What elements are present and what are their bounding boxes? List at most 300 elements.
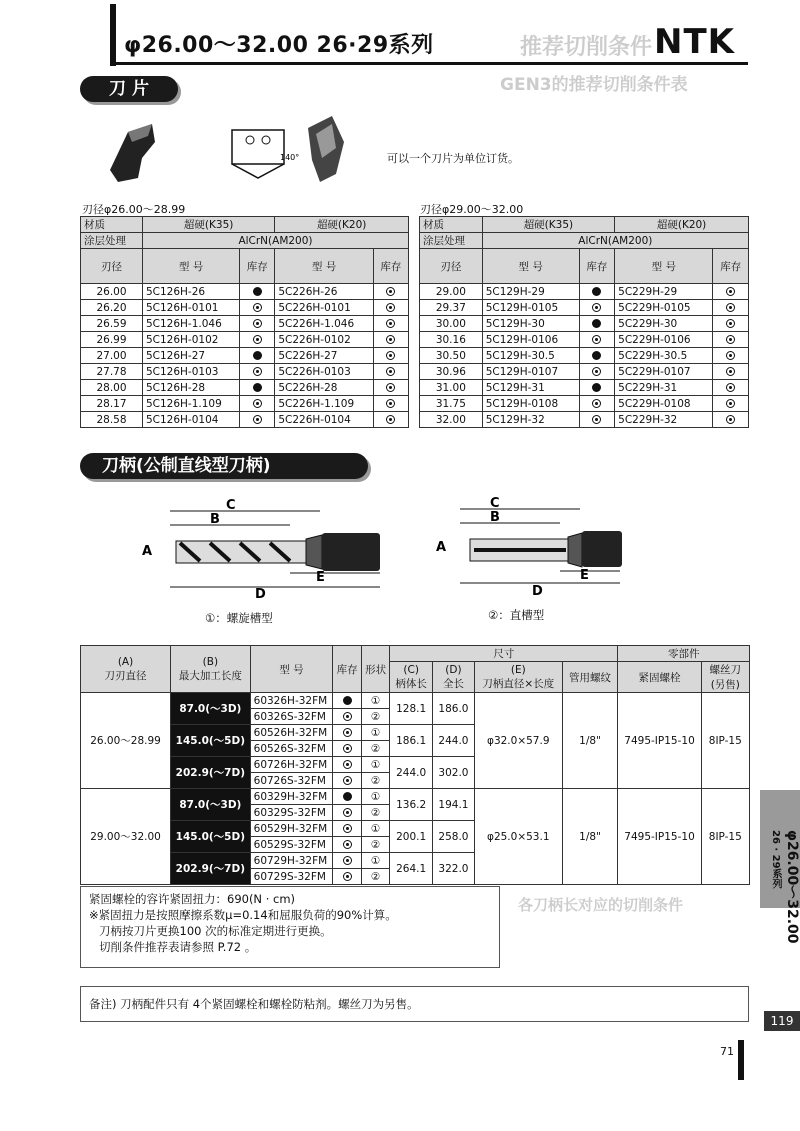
- model-cell: 5C129H-0106: [482, 332, 579, 348]
- stock-order-icon: [726, 319, 735, 328]
- shape-cell: ①: [361, 853, 389, 869]
- a-header: (A) 刀刃直径: [81, 646, 171, 693]
- stock-order-icon: [343, 712, 352, 721]
- model-cell: 5C126H-26: [142, 284, 239, 300]
- stock-cell-2: [373, 284, 408, 300]
- model-cell-2: 5C226H-1.046: [275, 316, 374, 332]
- model-header: 型 号: [250, 646, 333, 693]
- model-cell: 5C129H-0108: [482, 396, 579, 412]
- stock-cell: [333, 821, 361, 837]
- diameter-cell: 28.17: [81, 396, 143, 412]
- insert-illustration: [100, 112, 360, 192]
- table-row: [420, 300, 749, 316]
- stock-order-icon: [343, 840, 352, 849]
- table-row: [81, 316, 409, 332]
- stock-order-icon: [343, 728, 352, 737]
- stock-cell-2: [713, 380, 749, 396]
- stock-order-icon: [726, 303, 735, 312]
- shape-cell: ②: [361, 869, 389, 885]
- max-length-cell: 145.0(～5D): [171, 725, 251, 757]
- dim-e2-label: E: [580, 568, 589, 583]
- stock-cell-2: [373, 396, 408, 412]
- stock-order-icon: [343, 744, 352, 753]
- diameter-cell: 30.16: [420, 332, 483, 348]
- stock-order-icon: [726, 399, 735, 408]
- diameter-cell: 28.58: [81, 412, 143, 428]
- note-line-3: 刀柄按刀片更换100 次的标准定期进行更换。: [99, 924, 332, 938]
- stock-cell-2: [373, 300, 408, 316]
- table-row: [81, 396, 409, 412]
- dim-b-label: B: [210, 512, 220, 527]
- diameter-cell: 29.37: [420, 300, 483, 316]
- header-row-columns: [81, 249, 409, 284]
- stock-order-icon: [386, 319, 395, 328]
- insert-side-icon: [308, 116, 344, 182]
- table-row: [81, 332, 409, 348]
- body-length-cell: 186.1: [390, 725, 433, 757]
- model-cell-2: 5C226H-0103: [275, 364, 374, 380]
- diameter-cell: 27.00: [81, 348, 143, 364]
- body-length-cell: 200.1: [390, 821, 433, 853]
- table-row: [420, 332, 749, 348]
- stock-order-icon: [386, 399, 395, 408]
- diameter-header: 刃径: [420, 249, 483, 284]
- max-length-cell: 87.0(～3D): [171, 789, 251, 821]
- d-header: (D) 全长: [432, 662, 474, 693]
- stock-order-icon: [343, 824, 352, 833]
- coating-label: 涂层处理: [81, 233, 143, 249]
- ghost-heading: 推荐切削条件: [520, 35, 653, 60]
- stock-order-icon: [343, 872, 352, 881]
- remark-box: 备注) 刀柄配件只有 4个紧固螺栓和螺栓防粘剂。螺丝刀为另售。: [80, 986, 749, 1022]
- table-row: [81, 693, 750, 709]
- dim-b2-label: B: [490, 510, 500, 525]
- shape-cell: ①: [361, 789, 389, 805]
- model-cell: 5C126H-27: [142, 348, 239, 364]
- stock-cell-2: [713, 412, 749, 428]
- table-row: [420, 380, 749, 396]
- shape-header: 形状: [361, 646, 389, 693]
- insert-section-label: 刀 片: [80, 76, 178, 102]
- page-title: φ26.00～32.00 26·29系列: [124, 33, 434, 58]
- dim-a-label: A: [142, 544, 153, 559]
- model-cell-2: 5C226H-0104: [275, 412, 374, 428]
- diameter-cell: 29.00: [420, 284, 483, 300]
- holder-table: [80, 645, 750, 885]
- body-length-cell: 244.0: [390, 757, 433, 789]
- material-label: 材质: [420, 217, 483, 233]
- shape-cell: ①: [361, 725, 389, 741]
- driver-cell: 8IP-15: [701, 789, 749, 885]
- helical-holder-drawing: [142, 498, 380, 602]
- model-cell: 5C126H-0102: [142, 332, 239, 348]
- angle-label: 140°: [280, 153, 300, 162]
- stock-order-icon: [386, 367, 395, 376]
- shank-cell: φ32.0×57.9: [474, 693, 562, 789]
- thread-cell: 1/8": [562, 789, 618, 885]
- header-row-material: [420, 217, 749, 233]
- body-length-cell: 128.1: [390, 693, 433, 725]
- stock-cell-2: [713, 316, 749, 332]
- model-cell: 5C129H-29: [482, 284, 579, 300]
- model-cell: 60726S-32FM: [250, 773, 333, 789]
- model-header-2: 型 号: [275, 249, 374, 284]
- total-length-cell: 258.0: [432, 821, 474, 853]
- stock-cell: [240, 300, 275, 316]
- stock-cell: [240, 412, 275, 428]
- stock-header-2: 库存: [373, 249, 408, 284]
- stock-cell: [333, 693, 361, 709]
- stock-order-icon: [343, 776, 352, 785]
- stock-cell: [579, 412, 615, 428]
- diameter-cell: 31.00: [420, 380, 483, 396]
- shape-cell: ①: [361, 757, 389, 773]
- stock-cell: [240, 332, 275, 348]
- page-number: 71: [720, 1045, 734, 1058]
- total-length-cell: 302.0: [432, 757, 474, 789]
- k20-label: 超硬(K20): [615, 217, 749, 233]
- max-length-cell: 202.9(～7D): [171, 757, 251, 789]
- brand-logo: NTK: [654, 22, 735, 62]
- stock-order-icon: [253, 367, 262, 376]
- total-length-cell: 322.0: [432, 853, 474, 885]
- stock-cell-2: [713, 332, 749, 348]
- thread-header: 管用螺纹: [562, 662, 618, 693]
- stock-cell: [240, 348, 275, 364]
- model-cell: 60729S-32FM: [250, 869, 333, 885]
- table-row: [81, 380, 409, 396]
- diameter-cell: 30.00: [420, 316, 483, 332]
- side-range: φ26.00～32.00: [784, 830, 800, 944]
- max-length-cell: 202.9(～7D): [171, 853, 251, 885]
- model-cell-2: 5C226H-0101: [275, 300, 374, 316]
- coating-value: AlCrN(AM200): [482, 233, 748, 249]
- header-row-coating: [81, 233, 409, 249]
- insert-table-right: [419, 216, 749, 428]
- stock-order-icon: [386, 303, 395, 312]
- range-cell: 26.00～28.99: [81, 693, 171, 789]
- stock-cell: [240, 316, 275, 332]
- diameter-cell: 26.20: [81, 300, 143, 316]
- insert-table-left: [80, 216, 409, 428]
- stock-cell: [579, 332, 615, 348]
- stock-cell: [240, 364, 275, 380]
- chapter-tab: 119: [764, 1011, 800, 1031]
- stock-order-icon: [386, 415, 395, 424]
- stock-cell: [333, 709, 361, 725]
- k35-label: 超硬(K35): [142, 217, 274, 233]
- diameter-cell: 26.59: [81, 316, 143, 332]
- stock-standard-icon: [253, 287, 262, 296]
- coating-label: 涂层处理: [420, 233, 483, 249]
- stock-order-icon: [726, 335, 735, 344]
- table-row: [420, 316, 749, 332]
- b-header: (B) 最大加工长度: [171, 646, 251, 693]
- table-row: [420, 364, 749, 380]
- stock-cell: [333, 853, 361, 869]
- table-row: [81, 364, 409, 380]
- stock-order-icon: [592, 367, 601, 376]
- model-cell: 5C126H-0103: [142, 364, 239, 380]
- note-line-2: ※紧固扭力是按照摩擦系数μ=0.14和屈服负荷的90%计算。: [89, 908, 397, 922]
- stock-cell: [333, 741, 361, 757]
- stock-cell: [333, 789, 361, 805]
- shank-cell: φ25.0×53.1: [474, 789, 562, 885]
- model-cell: 60729H-32FM: [250, 853, 333, 869]
- screw-cell: 7495-IP15-10: [618, 789, 701, 885]
- model-cell: 60329S-32FM: [250, 805, 333, 821]
- table-row: [81, 412, 409, 428]
- diameter-header: 刃径: [81, 249, 143, 284]
- model-cell: 5C126H-28: [142, 380, 239, 396]
- model-cell: 5C126H-0101: [142, 300, 239, 316]
- model-cell: 5C129H-30: [482, 316, 579, 332]
- stock-order-icon: [386, 287, 395, 296]
- max-length-cell: 145.0(～5D): [171, 821, 251, 853]
- stock-standard-icon: [592, 319, 601, 328]
- total-length-cell: 186.0: [432, 693, 474, 725]
- total-length-cell: 244.0: [432, 725, 474, 757]
- stock-cell-2: [713, 348, 749, 364]
- model-cell-2: 5C226H-26: [275, 284, 374, 300]
- model-cell: 5C129H-0107: [482, 364, 579, 380]
- side-series: 26 · 29系列: [770, 830, 781, 889]
- page-bar: [738, 1040, 744, 1080]
- stock-cell: [333, 805, 361, 821]
- stock-cell: [333, 837, 361, 853]
- stock-order-icon: [253, 415, 262, 424]
- dim-e-label: E: [316, 570, 325, 585]
- model-cell: 5C129H-30.5: [482, 348, 579, 364]
- straight-holder-drawing: [436, 496, 622, 599]
- stock-order-icon: [386, 351, 395, 360]
- model-cell-2: 5C226H-28: [275, 380, 374, 396]
- stock-cell: [333, 773, 361, 789]
- stock-cell: [240, 380, 275, 396]
- shape-cell: ②: [361, 741, 389, 757]
- shape-cell: ①: [361, 821, 389, 837]
- header-row-columns: [420, 249, 749, 284]
- model-cell: 60529S-32FM: [250, 837, 333, 853]
- stock-cell: [333, 757, 361, 773]
- right-range-label: 刃径φ29.00～32.00: [420, 203, 524, 216]
- stock-order-icon: [253, 303, 262, 312]
- table-row: [420, 396, 749, 412]
- stock-cell: [333, 869, 361, 885]
- model-header: 型 号: [142, 249, 239, 284]
- shape-cell: ①: [361, 693, 389, 709]
- stock-cell-2: [373, 332, 408, 348]
- model-cell-2: 5C229H-30: [615, 316, 713, 332]
- ghost-subheading: GEN3的推荐切削条件表: [500, 75, 688, 95]
- stock-standard-icon: [343, 696, 352, 705]
- diameter-cell: 30.50: [420, 348, 483, 364]
- stock-cell: [579, 364, 615, 380]
- shape-cell: ②: [361, 805, 389, 821]
- model-cell-2: 5C229H-32: [615, 412, 713, 428]
- shape-cell: ②: [361, 709, 389, 725]
- stock-order-icon: [592, 415, 601, 424]
- coating-value: AlCrN(AM200): [142, 233, 408, 249]
- stock-cell-2: [373, 364, 408, 380]
- model-cell: 60529H-32FM: [250, 821, 333, 837]
- stock-header: 库存: [333, 646, 361, 693]
- stock-order-icon: [386, 335, 395, 344]
- model-cell: 60326H-32FM: [250, 693, 333, 709]
- max-length-cell: 87.0(～3D): [171, 693, 251, 725]
- total-length-cell: 194.1: [432, 789, 474, 821]
- stock-cell-2: [713, 364, 749, 380]
- insert-drawing-icon: [232, 130, 284, 178]
- dim-c2-label: C: [490, 496, 500, 511]
- table-row: [420, 412, 749, 428]
- stock-order-icon: [343, 760, 352, 769]
- driver-header: 螺丝刀 (另售): [701, 662, 749, 693]
- header-row-material: [81, 217, 409, 233]
- holder-diagram: [140, 495, 660, 605]
- stock-header: 库存: [579, 249, 615, 284]
- thread-cell: 1/8": [562, 693, 618, 789]
- table-row: [81, 284, 409, 300]
- caption-helical: ①：螺旋槽型: [205, 611, 273, 625]
- holder-header-row-1: [81, 646, 750, 662]
- stock-standard-icon: [592, 287, 601, 296]
- model-cell: 5C126H-1.046: [142, 316, 239, 332]
- screw-cell: 7495-IP15-10: [618, 693, 701, 789]
- stock-cell-2: [373, 412, 408, 428]
- stock-standard-icon: [343, 792, 352, 801]
- model-cell-2: 5C226H-1.109: [275, 396, 374, 412]
- material-label: 材质: [81, 217, 143, 233]
- ghost-mid-heading: 各刀柄长对应的切削条件: [518, 896, 684, 914]
- model-cell-2: 5C229H-0105: [615, 300, 713, 316]
- model-cell: 60726H-32FM: [250, 757, 333, 773]
- model-cell: 5C129H-32: [482, 412, 579, 428]
- notes-box: [80, 886, 500, 968]
- stock-cell-2: [713, 300, 749, 316]
- stock-cell: [333, 725, 361, 741]
- header-row-coating: [420, 233, 749, 249]
- dim-d2-label: D: [532, 584, 543, 599]
- table-row: [81, 789, 750, 805]
- model-cell: 60329H-32FM: [250, 789, 333, 805]
- stock-order-icon: [726, 351, 735, 360]
- stock-standard-icon: [592, 383, 601, 392]
- stock-order-icon: [592, 399, 601, 408]
- stock-order-icon: [253, 335, 262, 344]
- stock-cell-2: [373, 316, 408, 332]
- stock-order-icon: [592, 303, 601, 312]
- stock-header-2: 库存: [713, 249, 749, 284]
- table-row: [81, 300, 409, 316]
- k35-label: 超硬(K35): [482, 217, 614, 233]
- stock-order-icon: [592, 335, 601, 344]
- stock-cell: [579, 316, 615, 332]
- diameter-cell: 30.96: [420, 364, 483, 380]
- stock-cell-2: [713, 396, 749, 412]
- model-cell-2: 5C229H-31: [615, 380, 713, 396]
- model-cell-2: 5C229H-0106: [615, 332, 713, 348]
- stock-cell-2: [713, 284, 749, 300]
- holder-section-label: 刀柄(公制直线型刀柄): [80, 453, 368, 479]
- stock-order-icon: [726, 415, 735, 424]
- model-cell-2: 5C229H-0107: [615, 364, 713, 380]
- note-line-4: 切削条件推荐表请参照 P.72 。: [99, 940, 257, 954]
- diameter-cell: 26.00: [81, 284, 143, 300]
- range-cell: 29.00～32.00: [81, 789, 171, 885]
- model-cell: 60526H-32FM: [250, 725, 333, 741]
- e-header: (E) 刀柄直径×长度: [474, 662, 562, 693]
- diameter-cell: 28.00: [81, 380, 143, 396]
- stock-standard-icon: [592, 351, 601, 360]
- dim-c-label: C: [226, 498, 236, 513]
- stock-cell: [579, 300, 615, 316]
- stock-order-icon: [343, 856, 352, 865]
- table-row: [420, 348, 749, 364]
- diameter-cell: 26.99: [81, 332, 143, 348]
- stock-order-icon: [253, 399, 262, 408]
- k20-label: 超硬(K20): [275, 217, 409, 233]
- model-cell-2: 5C229H-30.5: [615, 348, 713, 364]
- stock-cell: [579, 284, 615, 300]
- body-length-cell: 136.2: [390, 789, 433, 821]
- stock-order-icon: [253, 319, 262, 328]
- model-cell: 60326S-32FM: [250, 709, 333, 725]
- model-cell: 5C126H-0104: [142, 412, 239, 428]
- shape-cell: ②: [361, 837, 389, 853]
- dim-d-label: D: [255, 587, 266, 602]
- table-row: [81, 348, 409, 364]
- model-header: 型 号: [482, 249, 579, 284]
- parts-header: 零部件: [618, 646, 750, 662]
- model-header-2: 型 号: [615, 249, 713, 284]
- dims-header: 尺寸: [390, 646, 618, 662]
- stock-header: 库存: [240, 249, 275, 284]
- driver-cell: 8IP-15: [701, 693, 749, 789]
- order-note: 可以一个刀片为单位订货。: [387, 152, 519, 165]
- stock-cell: [240, 396, 275, 412]
- left-range-label: 刃径φ26.00～28.99: [82, 203, 186, 216]
- body-length-cell: 264.1: [390, 853, 433, 885]
- model-cell-2: 5C226H-27: [275, 348, 374, 364]
- stock-cell: [579, 348, 615, 364]
- header-bar: [110, 4, 116, 66]
- model-cell: 5C126H-1.109: [142, 396, 239, 412]
- stock-standard-icon: [253, 383, 262, 392]
- stock-cell: [240, 284, 275, 300]
- stock-standard-icon: [253, 351, 262, 360]
- model-cell-2: 5C229H-0108: [615, 396, 713, 412]
- note-line-1: 紧固螺栓的容许紧固扭力：690(N · cm): [89, 892, 296, 906]
- stock-cell: [579, 396, 615, 412]
- stock-cell: [579, 380, 615, 396]
- stock-order-icon: [386, 383, 395, 392]
- c-header: (C) 柄体长: [390, 662, 433, 693]
- stock-order-icon: [726, 367, 735, 376]
- model-cell-2: 5C226H-0102: [275, 332, 374, 348]
- model-cell: 5C129H-31: [482, 380, 579, 396]
- stock-order-icon: [726, 383, 735, 392]
- header-rule: [110, 62, 748, 65]
- diameter-cell: 31.75: [420, 396, 483, 412]
- stock-order-icon: [726, 287, 735, 296]
- model-cell-2: 5C229H-29: [615, 284, 713, 300]
- shape-cell: ②: [361, 773, 389, 789]
- model-cell: 60526S-32FM: [250, 741, 333, 757]
- dim-a2-label: A: [436, 540, 447, 555]
- stock-order-icon: [343, 808, 352, 817]
- caption-straight: ②：直槽型: [488, 608, 545, 622]
